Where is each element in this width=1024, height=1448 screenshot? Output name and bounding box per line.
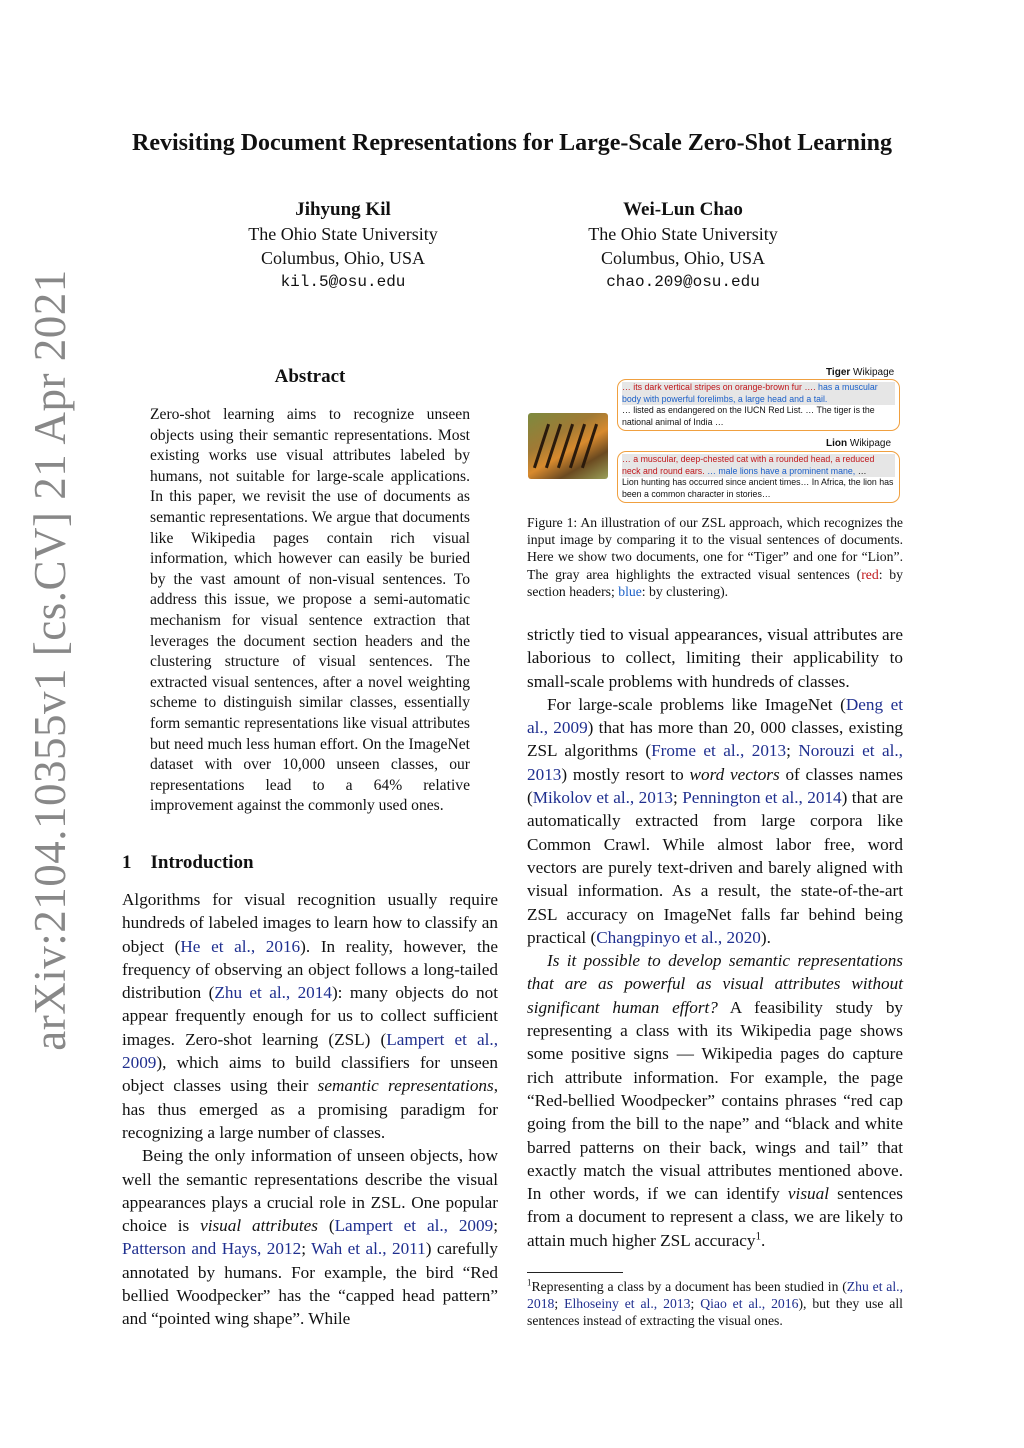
footnote-marker[interactable]: 1 [755, 1229, 762, 1242]
author-affiliation: The Ohio State University [588, 224, 778, 244]
citation-link[interactable]: Mikolov et al., 2013 [532, 788, 674, 808]
citation-link[interactable]: Changpinyo et al., 2020 [596, 927, 761, 947]
text-run: , has thus emerged as a promising paradigm for recognizing a large number of classes. [122, 1076, 498, 1142]
author-2 [553, 198, 813, 294]
text-run: ) that has more than 20, 000 classes, existing ZSL algorithms ( [527, 718, 904, 761]
lion-document-box [617, 451, 900, 503]
section-title: Introduction [150, 852, 254, 873]
text-run: ; [690, 1296, 701, 1311]
author-1 [213, 198, 473, 294]
citation-link[interactable]: Norouzi et al., 2013 [527, 741, 903, 784]
text-run: of classes names ( [527, 764, 903, 808]
text-run: ; [493, 1216, 498, 1236]
text-run: strictly tied to visual appearances, visual attributes are laborious to collect, limiting their applicability to small-scale problems with hundreds of classes. [527, 625, 903, 691]
figure-1 [528, 366, 903, 506]
tiger-wikipage-label: Tiger Wikipage [826, 367, 895, 378]
paper-title: Revisiting Document Representations for Large-Scale Zero-Shot Learning [132, 130, 892, 156]
abstract-text: Zero-shot learning aims to recognize unseen objects using their semantic representations. Most existing works use visual attributes labeled by humans, not suitable for large-scale applications. In this paper, we revisit the use of documents as semantic representations. We argue that documents like Wikipedia pages contain rich visual information, which however can easily be buried by the vast amount of non-visual sentences. To address this issue, we propose a semi-automatic mechanism for visual sentence extraction that leverages the document section headers and the clustering structure of visual sentences. The extracted visual sentences, after a novel weighting scheme to distinguish similar classes, essentially form semantic representations like visual attributes but need much less human effort. On the ImageNet dataset with over 10,000 unseen classes, our representations lead to a 64% relative improvement against the commonly used ones. [150, 406, 470, 815]
author-email[interactable]: kil.5@osu.edu [280, 273, 406, 291]
paragraph [527, 949, 903, 1252]
right-column [527, 623, 903, 1252]
text-run: ), but they use all sentences instead of extracting the visual ones. [527, 1296, 903, 1328]
text-run: ): many objects do not appear frequently enough for us to collect sufficient images. Zero-shot learning (ZSL) ( [122, 983, 498, 1049]
author-name: Wei-Lun Chao [623, 199, 743, 220]
text-run: . [761, 1230, 766, 1250]
citation-link[interactable]: Lampert et al., 2009 [122, 1029, 498, 1073]
citation-link[interactable]: Zhu et al., 2014 [214, 983, 332, 1003]
visual-sentences-highlight: … its dark vertical stripes on orange-brown fur …. has a muscular body with powerful forelimbs, a large head and a tail. [622, 382, 895, 405]
text-run: sentences from a document to represent a class, we are likely to attain much higher ZSL accuracy [527, 1184, 903, 1250]
text-run: ; [786, 741, 799, 761]
citation-link[interactable]: Lampert et al., 2009 [334, 1216, 494, 1236]
citation-link[interactable]: Qiao et al., 2016 [700, 1296, 799, 1311]
text-run: ; [554, 1296, 565, 1311]
text-run: Being the only information of unseen objects, how well the semantic representations describe the visual appearances plays a crucial role in ZSL. One popular choice is [122, 1146, 498, 1236]
text-run: For large-scale problems like ImageNet ( [547, 694, 846, 714]
text-run: Representing a class by a document has been studied in ( [531, 1279, 847, 1294]
citation-link[interactable]: Patterson and Hays, 2012 [122, 1239, 302, 1259]
visual-sentences-highlight: … a muscular, deep-chested cat with a rounded head, a reduced neck and round ears. … male lions have a prominent mane, … [622, 454, 895, 477]
tiger-document-box [617, 379, 900, 431]
emphasis-text: semantic representations [317, 1076, 494, 1096]
text-run: ) that are automatically extracted from large corpora like Common Crawl. While almost labor free, word vectors are purely text-driven and barely aligned with visual information. As a result, the state-of-the-art ZSL accuracy on ImageNet falls far behind being practical ( [527, 788, 903, 947]
emphasis-text: word vectors [689, 764, 780, 784]
citation-link[interactable]: Deng et al., 2009 [527, 694, 903, 738]
left-column [122, 888, 498, 1331]
text-run: Algorithms for visual recognition usually require hundreds of labeled images to learn how to classify an object ( [122, 890, 498, 956]
arxiv-stamp: arXiv:2104.10355v1 [cs.CV] 21 Apr 2021 [25, 269, 75, 1051]
non-visual-sentences: … listed as endangered on the IUCN Red List. … The tiger is the national animal of India … [622, 405, 875, 427]
author-location: Columbus, Ohio, USA [260, 248, 426, 268]
figure-caption: Figure 1: An illustration of our ZSL approach, which recognizes the input image by comparing it to the visual sentences of documents. Here we show two documents, one for “Tiger” and one for “Lion”. The gray area highlights the extracted visual sentences (red: by section headers; blue: by clustering). [527, 515, 903, 599]
paragraph [527, 623, 903, 693]
abstract-heading: Abstract [274, 366, 346, 387]
emphasis-text: Is it possible to develop semantic representations that are as powerful as visual attributes without significant human effort? [527, 951, 903, 1017]
paragraph [122, 1144, 498, 1330]
text-run: ( [317, 1216, 335, 1236]
text-run: ; [673, 788, 683, 808]
emphasis-text: visual attributes [200, 1216, 318, 1236]
section-number: 1 [122, 852, 132, 873]
text-run: ). In reality, however, the frequency of observing an object follows a long-tailed distribution ( [122, 936, 498, 1003]
text-run: ), which aims to build classifiers for unseen object classes using their [122, 1053, 498, 1096]
author-location: Columbus, Ohio, USA [600, 248, 766, 268]
footnote-marker[interactable]: 1 [527, 1277, 532, 1288]
citation-link[interactable]: He et al., 2016 [180, 936, 301, 956]
citation-link[interactable]: Elhoseiny et al., 2013 [564, 1296, 691, 1311]
author-name: Jihyung Kil [295, 199, 391, 220]
citation-link[interactable]: Frome et al., 2013 [651, 741, 787, 761]
author-affiliation: The Ohio State University [248, 224, 438, 244]
text-run: ; [301, 1239, 312, 1259]
footnote-rule [527, 1272, 623, 1273]
text-run: ). [760, 927, 771, 947]
citation-link[interactable]: Zhu et al., 2018 [527, 1279, 903, 1311]
tiger-photo [528, 413, 608, 479]
section-heading [122, 852, 254, 874]
paragraph [527, 693, 903, 949]
citation-link[interactable]: Pennington et al., 2014 [682, 788, 842, 808]
text-run: ) carefully annotated by humans. For example, the bird “Red bellied Woodpecker” has the “capped head pattern” and “pointed wing shape”. While [122, 1239, 498, 1329]
footnote [527, 1278, 903, 1329]
lion-wikipage-label: Lion Wikipage [826, 438, 892, 449]
citation-link[interactable]: Wah et al., 2011 [311, 1239, 426, 1259]
non-visual-sentences: Lion hunting has occurred since ancient times… In Africa, the lion has been a common character in stories… [622, 477, 894, 499]
text-run: A feasibility study by representing a class with its Wikipedia page shows some positive signs — Wikipedia pages do capture rich attribute information. For example, the page “Red-bellied Woodpecker” contains phrases “red cap going from the bill to the nape” and “black and white barred patterns on their back, wings and tail” that exactly match the visual attributes mentioned above. In other words, if we can identify [527, 997, 904, 1204]
text-run: ) mostly resort to [561, 764, 690, 784]
paragraph [122, 888, 498, 1144]
author-email[interactable]: chao.209@osu.edu [606, 273, 760, 291]
emphasis-text: visual [787, 1184, 829, 1204]
